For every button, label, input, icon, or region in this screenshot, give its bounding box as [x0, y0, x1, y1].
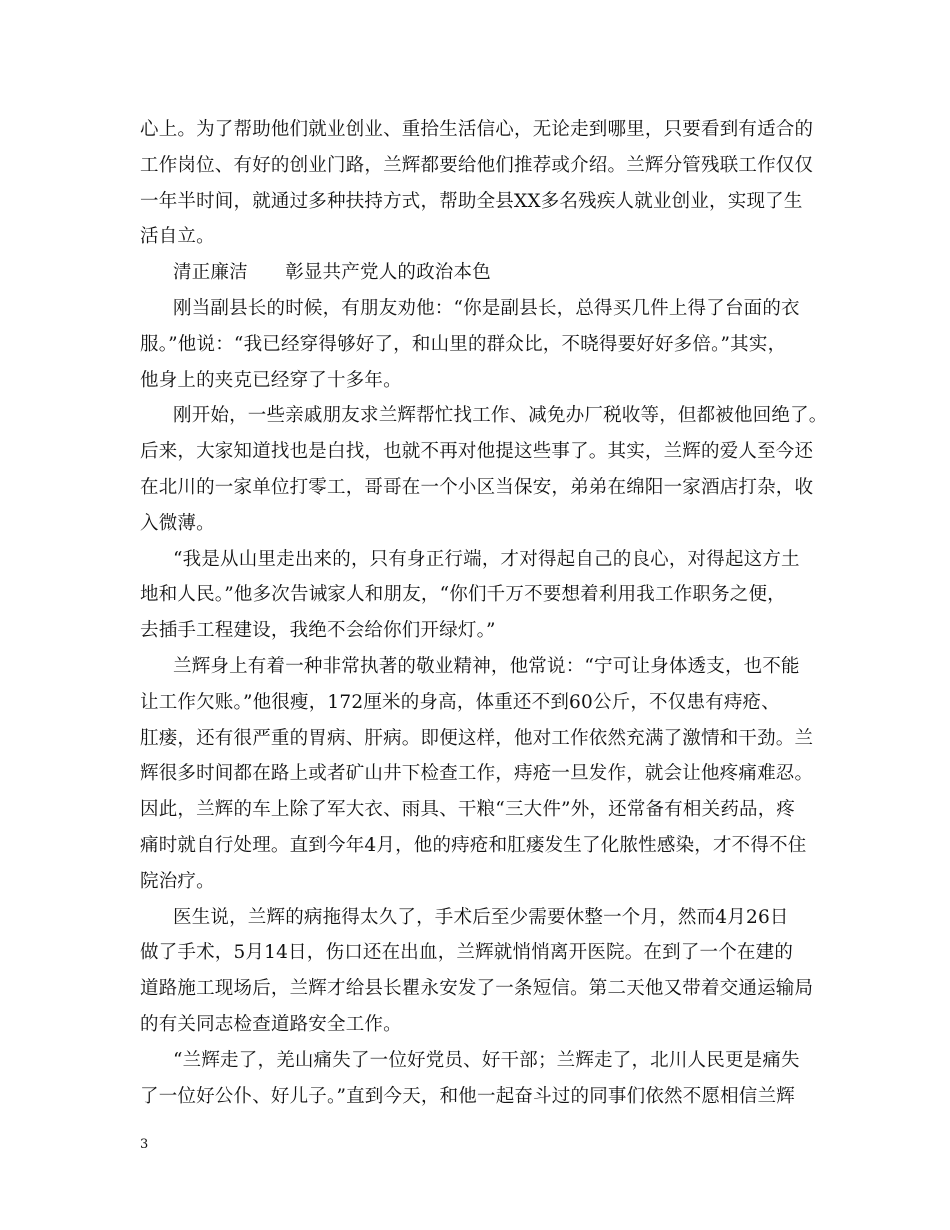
- text-line: 在北川的一家单位打零工，哥哥在一个小区当保安，弟弟在绵阳一家酒店打杂，收: [140, 476, 814, 498]
- text-line: 地和人民。”他多次告诫家人和朋友，“你们千万不要想着利用我工作职务之便，: [140, 584, 786, 606]
- text-line: 心上。为了帮助他们就业创业、重拾生活信心，无论走到哪里，只要看到有适合的: [140, 119, 814, 140]
- body-text: [140, 112, 830, 1114]
- text-line: 去插手工程建设，我绝不会给你们开绿灯。”: [140, 620, 496, 642]
- text-line: “我是从山里走出来的，只有身正行端，才对得起自己的良心，对得起这方土: [173, 548, 800, 570]
- text-line: 的有关同志检查道路安全工作。: [140, 1013, 402, 1035]
- text-line: 辉很多时间都在路上或者矿山井下检查工作，痔疮一旦发作，就会让他疼痛难忍。: [140, 763, 814, 785]
- page-number: 3: [140, 1137, 149, 1152]
- text-line: 他身上的夹克已经穿了十多年。: [140, 369, 402, 391]
- text-line: 痛时就自行处理。直到今年4月，他的痔疮和肛瘘发生了化脓性感染，才不得不住: [140, 834, 807, 856]
- text-line: 刚当副县长的时候，有朋友劝他：“你是副县长，总得买几件上得了台面的衣: [173, 297, 800, 319]
- text-line: 一年半时间，就通过多种扶持方式，帮助全县XX多名残疾人就业创业，实现了生: [140, 190, 803, 212]
- text-line: 因此，兰辉的车上除了军大衣、雨具、干粮“三大件”外，还常备有相关药品，疼: [140, 799, 796, 821]
- text-line: 工作岗位、有好的创业门路，兰辉都要给他们推荐或介绍。兰辉分管残联工作仅仅: [140, 154, 814, 176]
- text-line: 医生说，兰辉的病拖得太久了，手术后至少需要休整一个月，然而4月26日: [173, 906, 789, 928]
- text-line: 清正廉洁 彰显共产党人的政治本色: [173, 262, 491, 284]
- text-line: 兰辉身上有着一种非常执著的敬业精神，他常说：“宁可让身体透支，也不能: [173, 655, 800, 677]
- text-line: 肛瘘，还有很严重的胃病、肝病。即便这样，他对工作依然充满了激情和干劲。兰: [140, 727, 814, 749]
- text-line: 刚开始，一些亲戚朋友求兰辉帮忙找工作、减免办厂税收等，但都被他回绝了。: [173, 405, 828, 427]
- text-line: 让工作欠账。”他很瘦，172厘米的身高，体重还不到60公斤，不仅患有痔疮、: [140, 691, 780, 713]
- text-line: 道路施工现场后，兰辉才给县长瞿永安发了一条短信。第二天他又带着交通运输局: [140, 978, 814, 1000]
- text-line: “兰辉走了，羌山痛失了一位好党员、好干部；兰辉走了，北川人民更是痛失: [173, 1049, 800, 1071]
- text-line: 活自立。: [140, 226, 215, 248]
- text-line: 做了手术，5月14日，伤口还在出血，兰辉就悄悄离开医院。在到了一个在建的: [140, 942, 794, 964]
- text-line: 入微薄。: [140, 512, 215, 534]
- text-line: 了一位好公仆、好儿子。”直到今天，和他一起奋斗过的同事们依然不愿相信兰辉: [140, 1085, 795, 1107]
- text-line: 院治疗。: [140, 870, 215, 892]
- text-line: 服。”他说：“我已经穿得够好了，和山里的群众比，不晓得要好好多倍。”其实，: [140, 333, 787, 355]
- text-line: 后来，大家知道找也是白找，也就不再对他提这些事了。其实，兰辉的爱人至今还: [140, 441, 814, 463]
